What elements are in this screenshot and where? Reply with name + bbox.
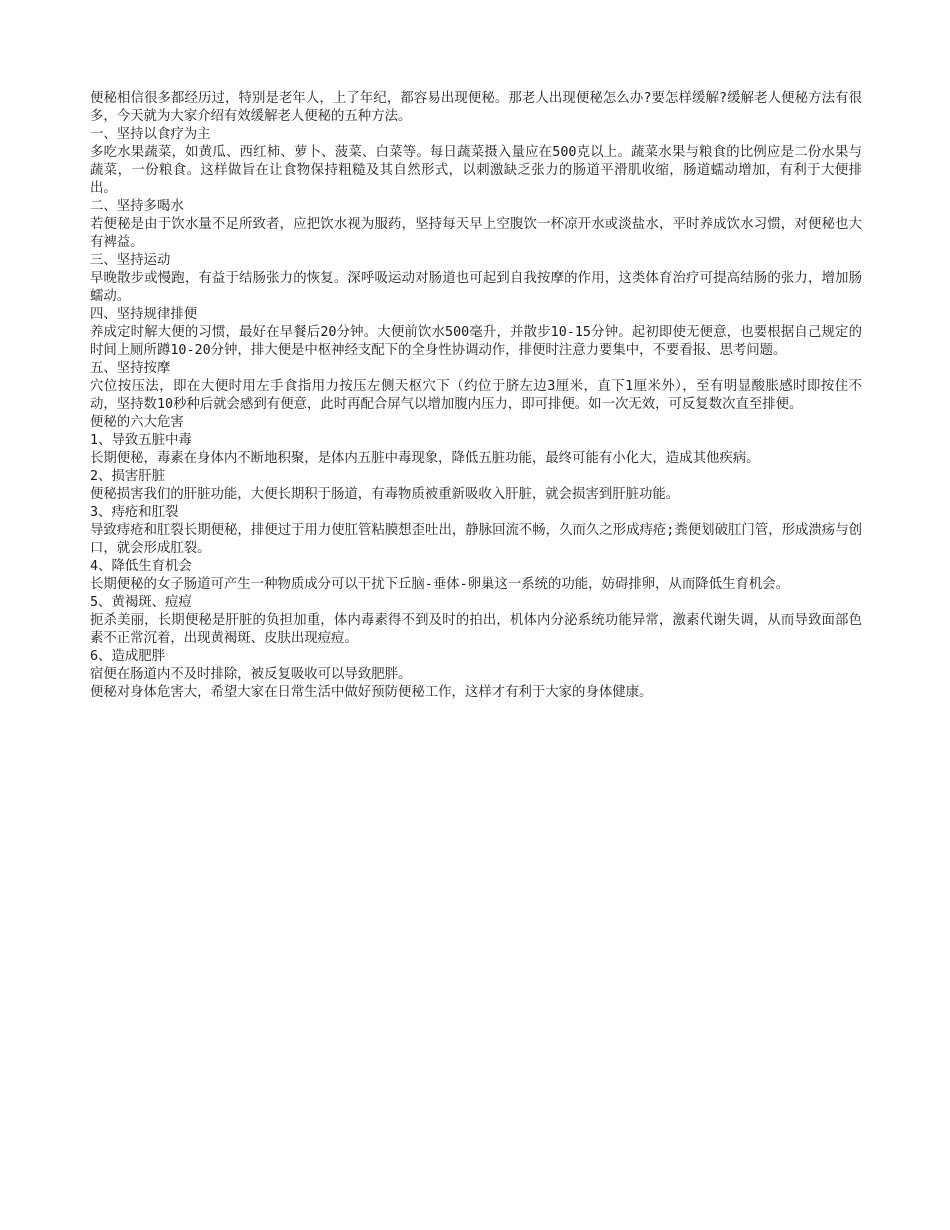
method-heading-2: 二、坚持多喝水 <box>90 199 184 214</box>
method-body-2: 若便秘是由于饮水量不足所致者，应把饮水视为服药，坚持每天早上空腹饮一杯凉开水或淡盐水，平时养成饮水习惯，对便秘也大有裨益。 <box>90 217 862 250</box>
method-heading-5: 五、坚持按摩 <box>90 361 171 376</box>
method-heading-1: 一、坚持以食疗为主 <box>90 127 211 142</box>
hazard-heading-2: 2、损害肝脏 <box>90 469 166 484</box>
method-body-4: 养成定时解大便的习惯，最好在早餐后20分钟。大便前饮水500毫升，并散步10-15分钟。起初即使无便意，也要根据自己规定的时间上厕所蹲10-20分钟，排大便是中枢神经支配下的全身性协调动作，排便时注意力要集中，不要看报、思考问题。 <box>90 325 862 358</box>
method-body-3: 早晚散步或慢跑，有益于结肠张力的恢复。深呼吸运动对肠道也可起到自我按摩的作用，这类体育治疗可提高结肠的张力，增加肠蠕动。 <box>90 271 862 304</box>
hazard-body-2: 便秘损害我们的肝脏功能，大便长期积于肠道，有毒物质被重新吸收入肝脏，就会损害到肝脏功能。 <box>90 487 680 502</box>
method-body-1: 多吃水果蔬菜，如黄瓜、西红柿、萝卜、菠菜、白菜等。每日蔬菜摄入量应在500克以上。蔬菜水果与粮食的比例应是二份水果与蔬菜，一份粮食。这样做旨在让食物保持粗糙及其自然形式，以刺激缺乏张力的肠道平滑肌收缩，肠道蠕动增加，有利于大便排出。 <box>90 145 862 196</box>
hazard-body-5: 扼杀美丽，长期便秘是肝脏的负担加重，体内毒素得不到及时的拍出，机体内分泌系统功能异常，激素代谢失调，从而导致面部色素不正常沉着，出现黄褐斑、皮肤出现痘痘。 <box>90 613 862 646</box>
hazard-heading-5: 5、黄褐斑、痘痘 <box>90 595 192 610</box>
hazards-section-title: 便秘的六大危害 <box>90 415 184 430</box>
hazard-body-1: 长期便秘，毒素在身体内不断地积聚，是体内五脏中毒现象，降低五脏功能，最终可能有小化大，造成其他疾病。 <box>90 451 760 466</box>
method-heading-3: 三、坚持运动 <box>90 253 171 268</box>
hazard-heading-3: 3、痔疮和肛裂 <box>90 505 179 520</box>
conclusion-paragraph: 便秘对身体危害大，希望大家在日常生活中做好预防便秘工作，这样才有利于大家的身体健康。 <box>90 685 653 700</box>
hazard-body-4: 长期便秘的女子肠道可产生一种物质成分可以干扰下丘脑-垂体-卵巢这一系统的功能，妨碍排卵，从而降低生育机会。 <box>90 577 790 592</box>
hazard-heading-4: 4、降低生育机会 <box>90 559 192 574</box>
intro-paragraph: 便秘相信很多都经历过，特别是老年人，上了年纪，都容易出现便秘。那老人出现便秘怎么办?要怎样缓解?缓解老人便秘方法有很多，今天就为大家介绍有效缓解老人便秘的五种方法。 <box>90 91 862 124</box>
hazard-body-6: 宿便在肠道内不及时排除，被反复吸收可以导致肥胖。 <box>90 667 412 682</box>
method-body-5: 穴位按压法，即在大便时用左手食指用力按压左侧天枢穴下（约位于脐左边3厘米，直下1厘米外），至有明显酸胀感时即按住不动，坚持数10秒种后就会感到有便意，此时再配合屏气以增加腹内压力，即可排便。如一次无效，可反复数次直至排便。 <box>90 379 862 412</box>
hazard-heading-6: 6、造成肥胖 <box>90 649 166 664</box>
hazard-heading-1: 1、导致五脏中毒 <box>90 433 192 448</box>
hazard-body-3: 导致痔疮和肛裂长期便秘，排便过于用力使肛管粘膜想歪吐出，静脉回流不畅，久而久之形成痔疮;粪便划破肛门管，形成溃疡与创口，就会形成肛裂。 <box>90 523 862 556</box>
article-body <box>90 90 862 702</box>
method-heading-4: 四、坚持规律排便 <box>90 307 198 322</box>
